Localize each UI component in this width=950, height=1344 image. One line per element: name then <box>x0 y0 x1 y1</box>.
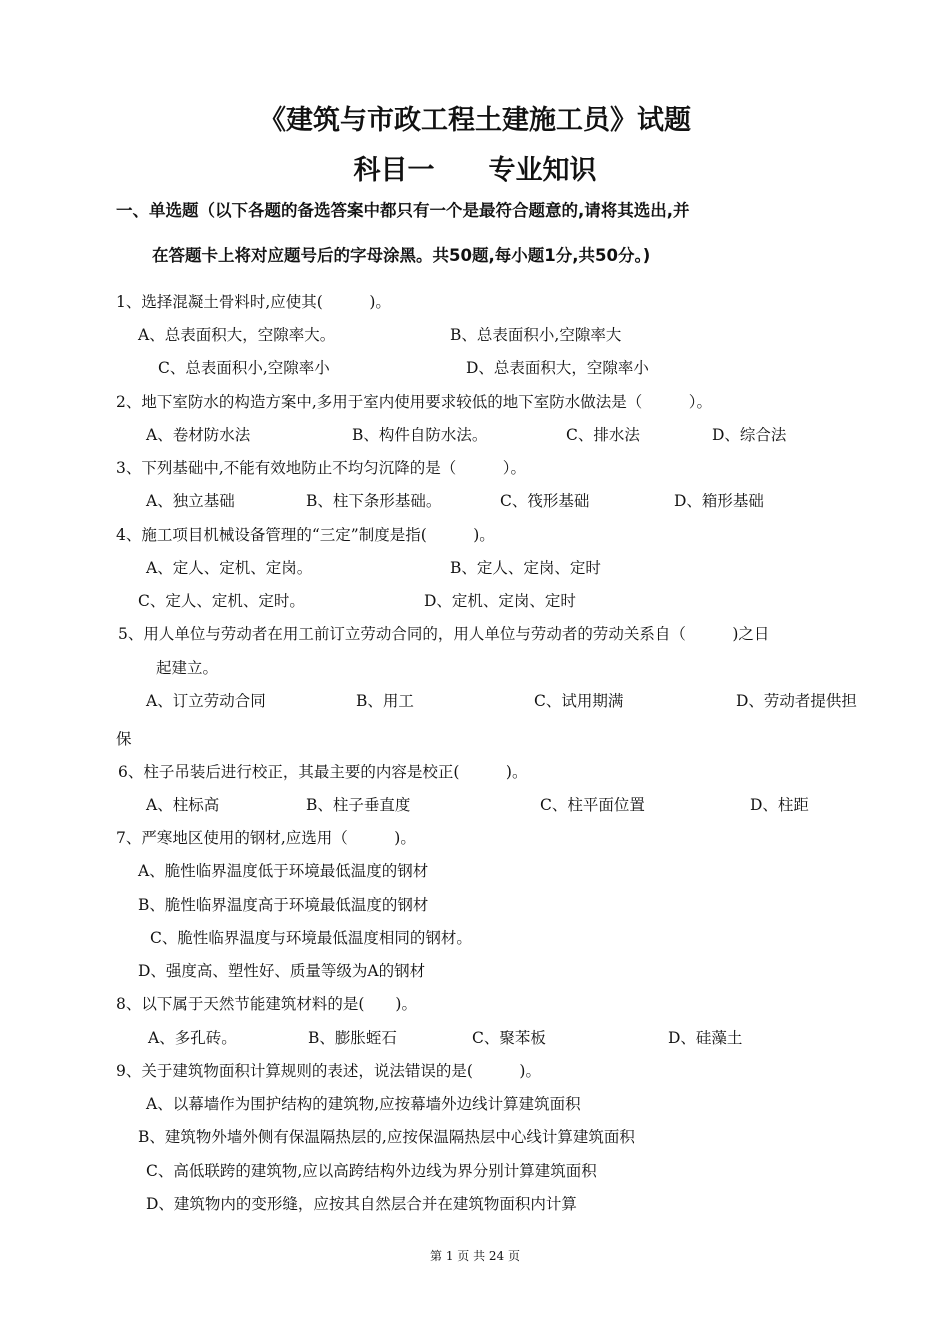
question-option: B、定人、定岗、定时 <box>450 559 601 577</box>
question-option: D、劳动者提供担 <box>736 692 857 710</box>
question-option: C、聚苯板 <box>472 1029 546 1047</box>
question-stem-continued: 起建立。 <box>156 659 219 677</box>
question-option: B、柱子垂直度 <box>306 796 411 814</box>
question-option: B、总表面积小,空隙率大 <box>450 326 622 344</box>
question-option: C、试用期满 <box>534 692 624 710</box>
question-option: A、订立劳动合同 <box>146 692 266 710</box>
subject-heading: 科目一 专业知识 <box>353 155 597 186</box>
question-option: D、柱距 <box>750 796 809 814</box>
question-option: C、总表面积小,空隙率小 <box>158 359 330 377</box>
question-option: D、硅藻土 <box>668 1029 743 1047</box>
question-option: B、膨胀蛭石 <box>308 1029 397 1047</box>
question-option: C、排水法 <box>566 426 640 444</box>
question-stem: 3、下列基础中,不能有效地防止不均匀沉降的是（ ）。 <box>116 459 527 477</box>
question-option: A、卷材防水法 <box>146 426 251 444</box>
question-option: B、建筑物外墙外侧有保温隔热层的,应按保温隔热层中心线计算建筑面积 <box>138 1128 635 1146</box>
question-option: C、筏形基础 <box>500 492 590 510</box>
page-number: 第 1 页 共 24 页 <box>430 1249 520 1263</box>
question-option: D、总表面积大，空隙率小 <box>466 359 649 377</box>
question-stem: 8、以下属于天然节能建筑材料的是( )。 <box>116 995 417 1013</box>
question-option: A、总表面积大，空隙率大。 <box>138 326 336 344</box>
question-option-wrap: 保 <box>116 730 132 748</box>
question-stem: 2、地下室防水的构造方案中,多用于室内使用要求较低的地下室防水做法是（ ）。 <box>116 393 713 411</box>
section-instruction-line2: 在答题卡上将对应题号后的字母涂黑。共50题,每小题1分,共50分。) <box>152 246 651 265</box>
question-option: D、建筑物内的变形缝，应按其自然层合并在建筑物面积内计算 <box>146 1195 577 1213</box>
question-option: A、脆性临界温度低于环境最低温度的钢材 <box>138 862 429 880</box>
question-option: A、柱标高 <box>146 796 220 814</box>
question-stem: 5、用人单位与劳动者在用工前订立劳动合同的，用人单位与劳动者的劳动关系自（ )之日 <box>118 625 770 643</box>
question-option: D、定机、定岗、定时 <box>424 592 576 610</box>
question-option: B、构件自防水法。 <box>352 426 488 444</box>
question-option: B、脆性临界温度高于环境最低温度的钢材 <box>138 896 429 914</box>
section-instruction-line1: 一、单选题（以下各题的备选答案中都只有一个是最符合题意的,请将其选出,并 <box>116 201 690 220</box>
question-option: C、柱平面位置 <box>540 796 645 814</box>
question-stem: 1、选择混凝土骨料时,应使其( )。 <box>116 293 391 311</box>
question-option: D、综合法 <box>712 426 787 444</box>
question-option: D、箱形基础 <box>674 492 764 510</box>
question-option: A、定人、定机、定岗。 <box>146 559 313 577</box>
question-stem: 7、严寒地区使用的钢材,应选用（ )。 <box>116 829 416 847</box>
document-title: 《建筑与市政工程土建施工员》试题 <box>259 105 691 136</box>
question-stem: 4、施工项目机械设备管理的“三定”制度是指( )。 <box>116 526 495 544</box>
question-option: B、用工 <box>356 692 414 710</box>
question-stem: 9、关于建筑物面积计算规则的表述，说法错误的是( )。 <box>116 1062 541 1080</box>
question-stem: 6、柱子吊装后进行校正，其最主要的内容是校正( )。 <box>118 763 528 781</box>
question-option: B、柱下条形基础。 <box>306 492 442 510</box>
question-option: C、脆性临界温度与环境最低温度相同的钢材。 <box>150 929 472 947</box>
question-option: C、定人、定机、定时。 <box>138 592 305 610</box>
question-option: A、以幕墙作为围护结构的建筑物,应按幕墙外边线计算建筑面积 <box>146 1095 581 1113</box>
question-option: D、强度高、塑性好、质量等级为A的钢材 <box>138 962 426 980</box>
question-option: A、独立基础 <box>146 492 235 510</box>
question-option: C、高低联跨的建筑物,应以高跨结构外边线为界分别计算建筑面积 <box>146 1162 597 1180</box>
question-option: A、多孔砖。 <box>148 1029 237 1047</box>
